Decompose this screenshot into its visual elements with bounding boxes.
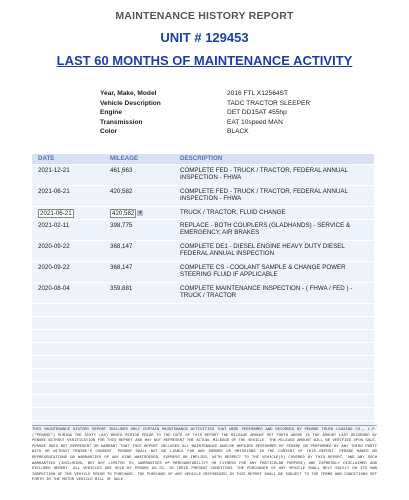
table-row[interactable] bbox=[32, 165, 374, 185]
vehicle-value: DET DD15AT 455hp bbox=[227, 109, 287, 116]
empty-row bbox=[32, 395, 374, 407]
maintenance-table bbox=[32, 154, 374, 433]
empty-row bbox=[32, 330, 374, 342]
disclaimer-text: THIS MAINTENANCE HISTORY REPORT INCLUDES ONLY CERTAIN MAINTENANCE ACTIVITIES THAT WERE PERFORMED AND RECORDED BY PENSKE TRUCK LEASING CO., L.P.("PENSKE") DURING THE SIXTY (60) MONTH PERIOD PRIOR TO THE DATE OF THIS REPORT THE MILEAGE AMOUNT SET FORTH ABOVE IS THE AMOUNT LAST RECORDED BY PENSKE WITHOUT VERIFICATION FOR THIS REPORT AND MAY NOT REPRESENT THE ACTUAL MILEAGE OF THE VEHICLE. THE MILEAGE AMOUNT WILL BE VERIFIED UPON SALE. PENSKE DOES NOT REPRESENT OR WARRANT THAT THIS REPORT INCLUDES ALL MAINTENANCE AND/OR REPAIRS PERFORMED BY PENSKE OR PERFORMED BY ANY THIRD PARTY WITH OR WITHOUT PENSKE'S CONSENT. PENSKE SHALL NOT BE LIABLE FOR ANY ERRORS OR OMISSIONS IN THE CONTENT OF THIS REPORT. PENSKE MAKES NO REPRESENTATIONS OR WARRANTIES OF ANY KIND WHATSOEVER, EXPRESS OR IMPLIED, WITH RESPECT TO THE VEHICLE(S) COVERED BY THIS REPORT, AND ANY SUCH WARRANTIES (INCLUDING, BUT NOT LIMITED TO, WARRANTIES OF MERCHANTABILITY OR FITNESS FOR ANY PARTICULAR PURPOSE) ARE EXPRESSLY DISCLAIMED AND EXCLUDED HEREBY. ALL VEHICLES ARE SOLD BY PENSKE AS-IS, IN THEIR PRESENT CONDITION. THE PURCHASER OF ANY VEHICLE SHALL RELY SOLELY ON ITS OWN INSPECTION OF THE VEHICLE PRIOR TO PURCHASE. THE PURCHASE OF ANY VEHICLE REFERENCED IN THIS REPORT SHALL BE SUBJECT TO THE TERMS AND CONDITIONS SET FORTH IN THE MOTOR VEHICLE BILL OF SALE. bbox=[32, 425, 377, 484]
empty-row bbox=[32, 382, 374, 394]
table-row[interactable] bbox=[32, 220, 374, 240]
row-mileage bbox=[104, 209, 176, 218]
row-mileage: 368,147 bbox=[110, 243, 133, 250]
empty-row bbox=[32, 369, 374, 381]
unit-title: UNIT # 129453 bbox=[160, 30, 249, 45]
row-description: COMPLETE FED - TRUCK / TRACTOR, FEDERAL ANNUAL INSPECTION - FHWA bbox=[180, 167, 348, 181]
vehicle-value: TADC TRACTOR SLEEPER bbox=[227, 99, 311, 107]
vehicle-row bbox=[100, 89, 310, 99]
empty-row bbox=[32, 356, 374, 368]
table-row[interactable] bbox=[32, 262, 374, 282]
vehicle-label: Transmission bbox=[100, 118, 143, 126]
table-row[interactable] bbox=[32, 283, 374, 303]
activity-title: LAST 60 MONTHS OF MAINTENANCE ACTIVITY bbox=[56, 53, 353, 68]
vehicle-label: Color bbox=[100, 128, 118, 135]
row-mileage-cell[interactable]: 420,582 bbox=[112, 210, 135, 217]
empty-row bbox=[32, 304, 374, 316]
empty-row bbox=[32, 408, 374, 420]
vehicle-value: BLACK bbox=[227, 128, 249, 135]
column-header-description[interactable]: DESCRIPTION bbox=[180, 155, 223, 162]
table-row[interactable] bbox=[32, 207, 374, 219]
row-date-cell[interactable]: 2021-06-21 bbox=[40, 210, 72, 217]
vehicle-label: Vehicle Description bbox=[100, 99, 161, 107]
row-date: 2020-08-04 bbox=[38, 285, 70, 292]
row-mileage: 398,775 bbox=[110, 222, 133, 229]
vehicle-info-table bbox=[100, 89, 310, 137]
empty-row bbox=[32, 343, 374, 355]
row-mileage: 368,147 bbox=[110, 264, 133, 271]
row-date: 2021-12-21 bbox=[38, 167, 70, 174]
row-description: REPLACE - BOTH COUPLERS (GLADHANDS) - SERVICE & EMERGENCY, AIR BRAKES bbox=[180, 222, 351, 236]
row-mileage: 461,663 bbox=[110, 167, 133, 174]
row-description: COMPLETE MAINTENANCE INSPECTION - ( FHWA / FED ) - TRUCK / TRACTOR bbox=[180, 285, 353, 299]
vehicle-row bbox=[100, 99, 310, 109]
maintenance-header-row bbox=[32, 154, 374, 164]
row-description: COMPLETE CS - COOLANT SAMPLE & CHANGE POWER STEERING FLUID IF APPLICABLE bbox=[180, 264, 346, 278]
vehicle-label: Year, Make, Model bbox=[100, 90, 157, 97]
column-header-mileage[interactable]: MILEAGE bbox=[110, 155, 139, 162]
column-header-date[interactable]: DATE bbox=[38, 155, 55, 162]
row-description: COMPLETE DE1 - DIESEL ENGINE HEAVY DUTY DIESEL FEDERAL ANNUAL INSPECTION bbox=[180, 243, 345, 257]
vehicle-label: Engine bbox=[100, 109, 122, 116]
table-row[interactable] bbox=[32, 186, 374, 206]
row-mileage: 359,881 bbox=[110, 285, 133, 292]
row-mileage: 420,582 bbox=[110, 188, 133, 195]
row-date: 2021-02-11 bbox=[38, 222, 70, 229]
chevron-down-icon[interactable]: ▾ bbox=[139, 210, 142, 217]
row-date: 2021-06-21 bbox=[38, 188, 70, 195]
vehicle-row bbox=[100, 118, 310, 128]
table-row[interactable] bbox=[32, 241, 374, 261]
vehicle-value: EAT 10speed MAN bbox=[227, 118, 283, 126]
empty-row bbox=[32, 317, 374, 329]
row-date: 2020-09-22 bbox=[38, 264, 70, 271]
row-description: TRUCK / TRACTOR, FLUID CHANGE bbox=[180, 209, 286, 216]
report-title: MAINTENANCE HISTORY REPORT bbox=[115, 10, 294, 22]
row-date: 2020-09-22 bbox=[38, 243, 70, 250]
row-date bbox=[32, 209, 104, 218]
vehicle-row bbox=[100, 127, 310, 137]
row-description: COMPLETE FED - TRUCK / TRACTOR, FEDERAL ANNUAL INSPECTION - FHWA bbox=[180, 188, 348, 202]
vehicle-value: 2016 FTL X12564ST bbox=[227, 90, 288, 97]
vehicle-row bbox=[100, 108, 310, 118]
